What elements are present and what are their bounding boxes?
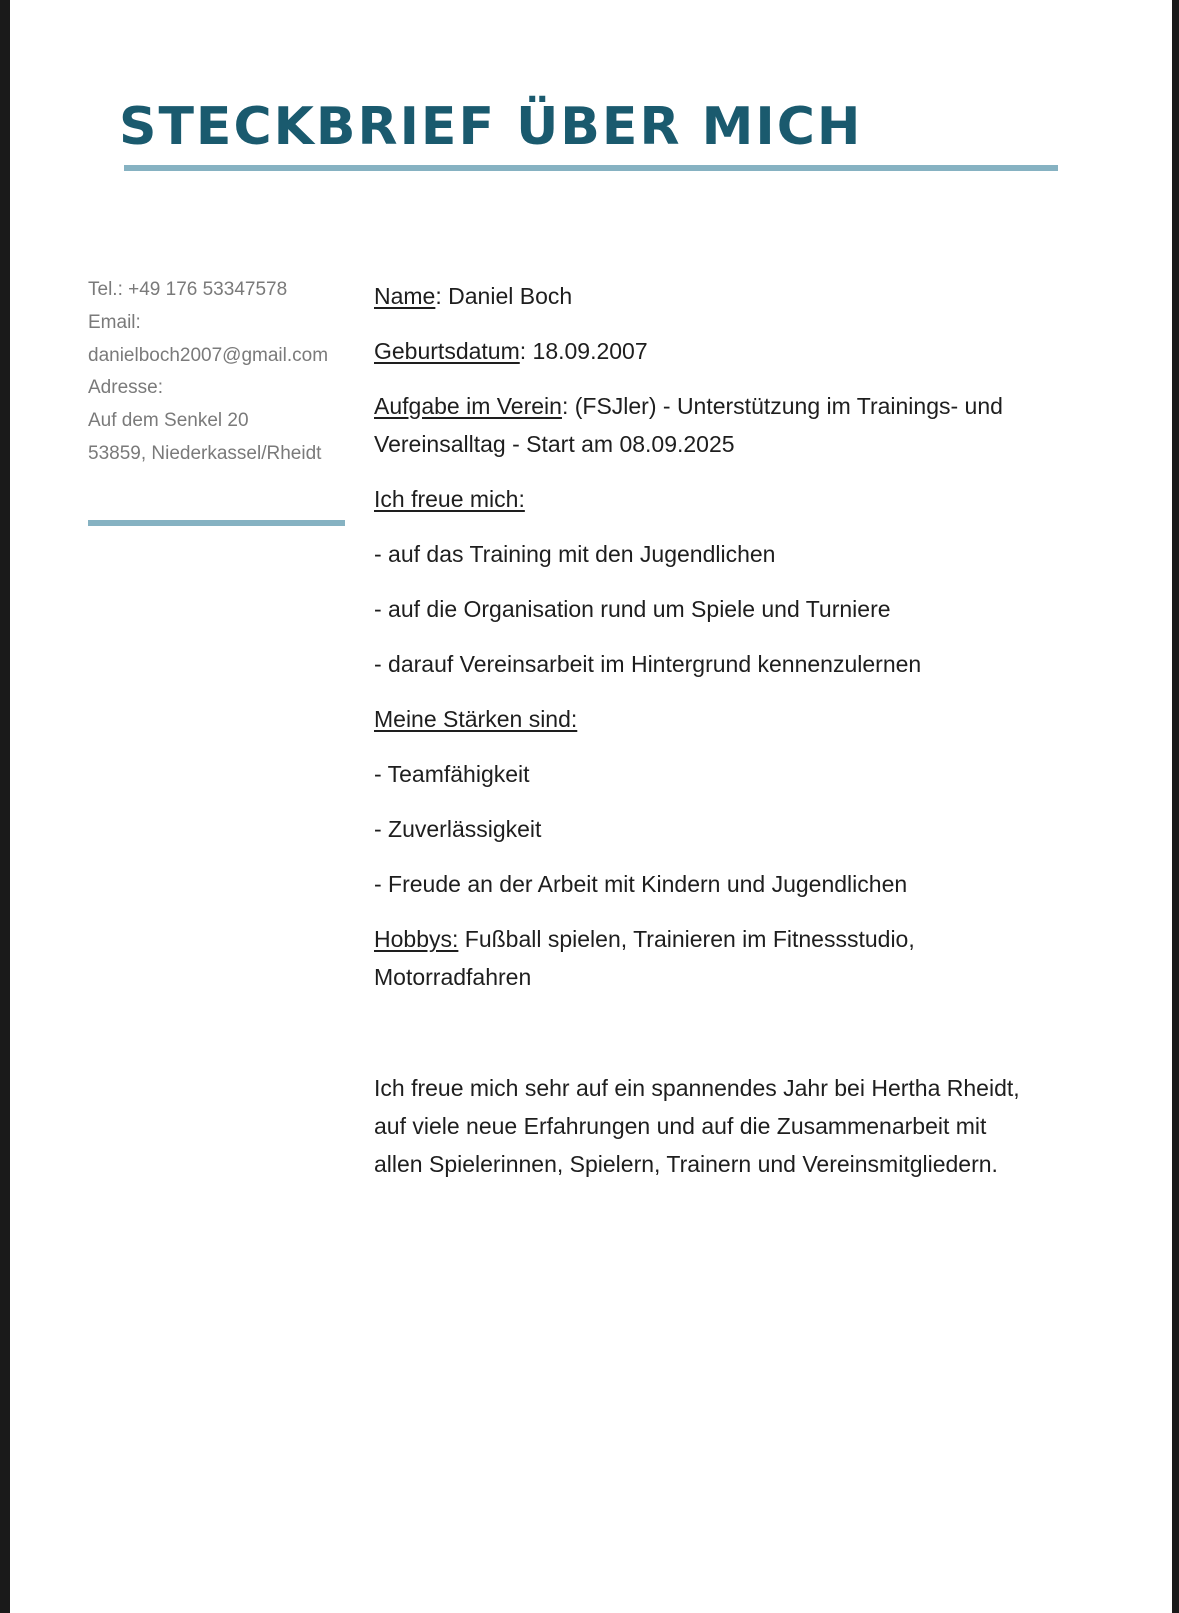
contact-block <box>88 274 358 471</box>
closing-line: auf viele neue Erfahrungen und auf die Zusammenarbeit mit <box>374 1113 987 1139</box>
contact-city: 53859, Niederkassel/Rheidt <box>88 442 322 464</box>
right-frame-edge <box>1172 0 1179 1613</box>
hobbies-row <box>374 920 915 958</box>
hobbies-label: Hobbys: <box>374 926 459 952</box>
title-divider <box>124 165 1058 171</box>
contact-divider <box>88 520 345 526</box>
task-row-continued <box>374 425 735 463</box>
list-item: - auf das Training mit den Jugendlichen <box>374 541 776 567</box>
contact-address-label: Adresse: <box>88 377 163 399</box>
strengths-heading-row <box>374 700 577 738</box>
contact-street: Auf dem Senkel 20 <box>88 410 249 432</box>
birthdate-value: : 18.09.2007 <box>519 338 648 364</box>
looking-forward-heading: Ich freue mich: <box>374 486 525 512</box>
list-item: - Teamfähigkeit <box>374 761 530 787</box>
page-title: STECKBRIEF ÜBER MICH <box>119 97 863 157</box>
list-item: - darauf Vereinsarbeit im Hintergrund kennenzulernen <box>374 651 922 677</box>
left-frame-edge <box>0 0 10 1613</box>
list-item: - Zuverlässigkeit <box>374 816 542 842</box>
task-row <box>374 387 1003 425</box>
birthdate-row <box>374 332 648 370</box>
birthdate-label: Geburtsdatum <box>374 338 520 364</box>
closing-line: Ich freue mich sehr auf ein spannendes Jahr bei Hertha Rheidt, <box>374 1075 1020 1101</box>
contact-phone: Tel.: +49 176 53347578 <box>88 279 288 300</box>
name-label: Name <box>374 283 436 309</box>
list-item: - Freude an der Arbeit mit Kindern und Jugendlichen <box>374 871 908 897</box>
looking-forward-heading-row <box>374 480 525 518</box>
strengths-heading: Meine Stärken sind: <box>374 706 578 732</box>
name-value: : Daniel Boch <box>435 283 573 309</box>
contact-email-label: Email: <box>88 311 141 333</box>
hobbies-row-continued <box>374 958 531 996</box>
hobbies-value-line1: Fußball spielen, Trainieren im Fitnessstudio, <box>458 926 915 952</box>
name-row <box>374 277 572 315</box>
task-value-line2: Vereinsalltag - Start am 08.09.2025 <box>374 431 735 457</box>
closing-line: allen Spielerinnen, Spielern, Trainern und Vereinsmitgliedern. <box>374 1151 998 1177</box>
document-page <box>10 0 1172 1613</box>
contact-email: danielboch2007@gmail.com <box>88 344 329 366</box>
task-label: Aufgabe im Verein <box>374 393 562 419</box>
task-value-line1: : (FSJler) - Unterstützung im Trainings- und <box>561 393 1003 419</box>
list-item: - auf die Organisation rund um Spiele und Turniere <box>374 596 891 622</box>
hobbies-value-line2: Motorradfahren <box>374 964 532 990</box>
